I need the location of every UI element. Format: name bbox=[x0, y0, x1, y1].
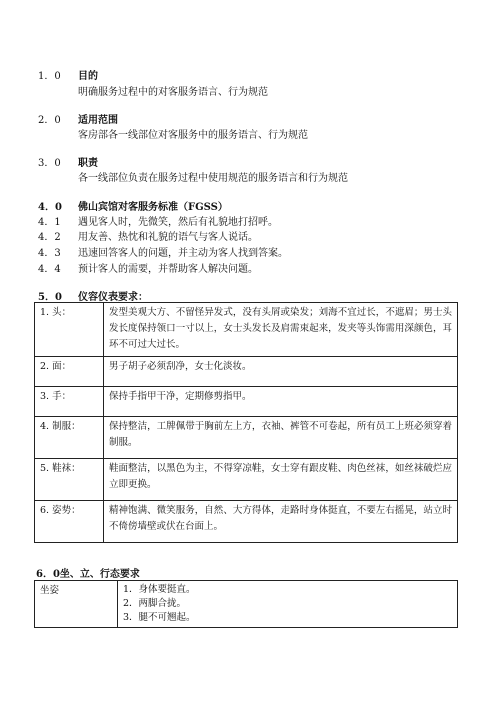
section-title: 佛山宾馆对客服务标准（FGSS） bbox=[78, 202, 228, 213]
table-row bbox=[35, 501, 458, 543]
row-text: 保持整洁，工牌佩带于胸前左上方，衣袖、裤管不可卷起，所有员工上班必须穿着制服。 bbox=[104, 417, 458, 459]
section-number: 4．0 bbox=[38, 202, 62, 213]
table-row bbox=[35, 303, 458, 357]
item-text: 遇见客人时，先微笑，然后有礼貌地打招呼。 bbox=[78, 217, 278, 228]
section-number: 6．0 bbox=[36, 569, 60, 580]
section-1-heading bbox=[38, 67, 98, 82]
table-row bbox=[35, 581, 458, 628]
section-title: 适用范围 bbox=[78, 115, 118, 126]
section-title: 仪容仪表要求： bbox=[78, 292, 148, 303]
item-number: 4．1 bbox=[38, 217, 61, 228]
item-text: 迅速回答客人的问题，并主动为客人找到答案。 bbox=[78, 248, 288, 259]
section-1-body: 明确服务过程中的对客服务语言、行为规范 bbox=[78, 87, 268, 98]
table-row bbox=[35, 417, 458, 459]
row-label: 6. 姿势： bbox=[35, 501, 104, 543]
section-3-heading bbox=[38, 154, 98, 169]
row-lines bbox=[118, 581, 458, 628]
table-row bbox=[35, 387, 458, 417]
line-item: 1．身体要挺直。 bbox=[123, 584, 196, 595]
line-item: 3．腿不可翘起。 bbox=[123, 612, 196, 623]
row-text: 保持手指甲干净，定期修剪指甲。 bbox=[104, 387, 458, 417]
table-row bbox=[35, 357, 458, 387]
fgss-item bbox=[38, 260, 258, 275]
section-number: 2．0 bbox=[38, 115, 61, 126]
row-label: 5. 鞋袜： bbox=[35, 459, 104, 501]
section-5-heading bbox=[38, 288, 148, 303]
section-title: 职责 bbox=[78, 158, 98, 169]
section-3-body: 各一线部位负责在服务过程中使用规范的服务语言和行为规范 bbox=[78, 173, 348, 184]
row-label: 2. 面： bbox=[35, 357, 104, 387]
section-number: 5．0 bbox=[38, 292, 62, 303]
row-label: 3. 手： bbox=[35, 387, 104, 417]
section-title: 坐、立、行态要求 bbox=[59, 569, 140, 580]
row-label: 4. 制服： bbox=[35, 417, 104, 459]
fgss-item bbox=[38, 244, 288, 259]
item-number: 4．4 bbox=[38, 264, 61, 275]
item-number: 4．2 bbox=[38, 232, 61, 243]
fgss-item bbox=[38, 228, 258, 243]
item-text: 预计客人的需要，并帮助客人解决问题。 bbox=[78, 264, 258, 275]
row-text: 发型美观大方、不留怪异发式，没有头屑或染发；刘海不宜过长，不遮眉；男士头发长度保持领口一寸以上，女士头发长及肩需束起来，发夹等头饰需用深颜色，耳环不可过大过长。 bbox=[104, 303, 458, 357]
table-row bbox=[35, 459, 458, 501]
line-item: 2．两脚合拢。 bbox=[123, 598, 187, 609]
row-label: 1. 头： bbox=[35, 303, 104, 357]
row-text: 男子胡子必须刮净，女士化淡妆。 bbox=[104, 357, 458, 387]
appearance-table bbox=[34, 302, 458, 543]
row-label: 坐姿 bbox=[35, 581, 118, 628]
item-number: 4．3 bbox=[38, 248, 61, 259]
section-2-heading bbox=[38, 111, 118, 126]
section-2-body: 客房部各一线部位对客服务中的服务语言、行为规范 bbox=[78, 130, 308, 141]
section-number: 3．0 bbox=[38, 158, 61, 169]
posture-table bbox=[34, 580, 458, 628]
section-6-heading bbox=[36, 565, 140, 580]
row-text: 精神饱满、微笑服务，自然、大方得体，走路时身体挺直，不要左右摇晃，站立时不倚傍墙壁或伏在台面上。 bbox=[104, 501, 458, 543]
section-number: 1．0 bbox=[38, 71, 61, 82]
item-text: 用友善、热忱和礼貌的语气与客人说话。 bbox=[78, 232, 258, 243]
row-text: 鞋面整洁，以黑色为主，不得穿凉鞋，女士穿有跟皮鞋、肉色丝袜，如丝袜破烂应立即更换。 bbox=[104, 459, 458, 501]
section-4-heading bbox=[38, 198, 228, 213]
fgss-item bbox=[38, 213, 278, 228]
section-title: 目的 bbox=[78, 71, 98, 82]
